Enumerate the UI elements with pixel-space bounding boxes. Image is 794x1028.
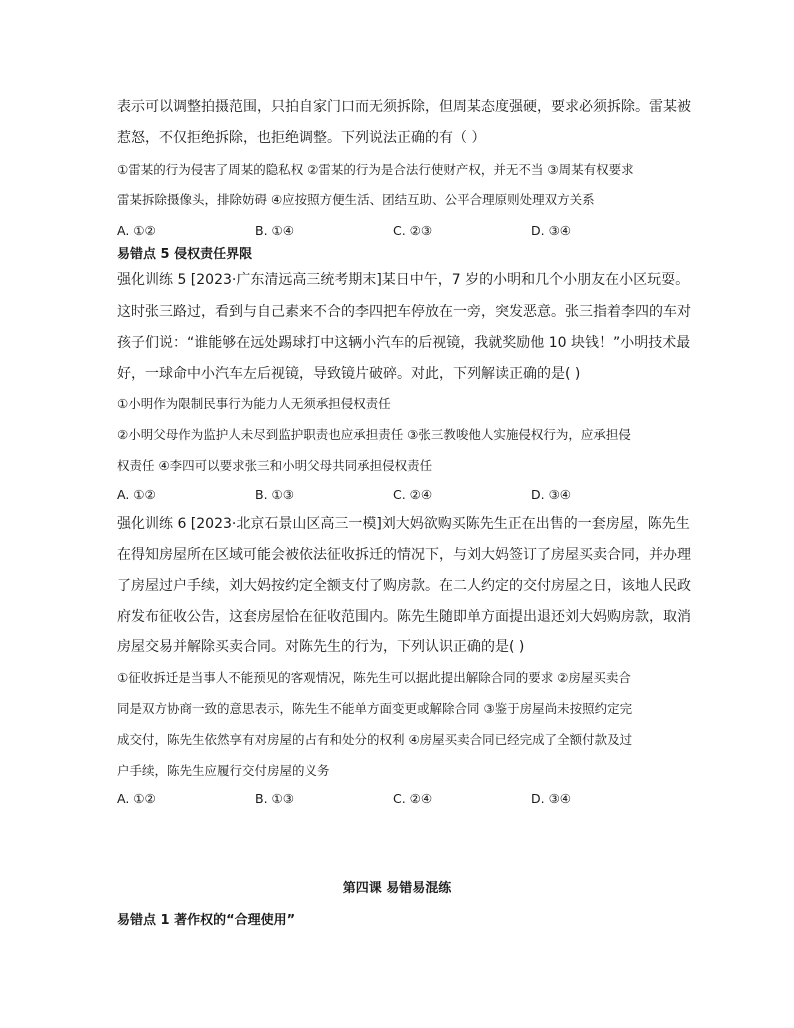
- question-text-line: 强化训练 6 [2023·北京石景山区高三一模]刘大妈欲购买陈先生正在出售的一套房屋，陈先生: [117, 516, 690, 532]
- choice-a: A. ①②: [117, 223, 156, 238]
- answer-choices: [117, 485, 677, 505]
- question-text-line: 表示可以调整拍摄范围，只拍自家门口而无须拆除，但周某态度强硬，要求必须拆除。雷某被: [117, 99, 691, 115]
- option-text-line: ①征收拆迁是当事人不能预见的客观情况，陈先生可以据此提出解除合同的要求 ②房屋买卖合: [117, 670, 631, 685]
- choice-b: B. ①④: [255, 223, 294, 238]
- section-heading: 易错点 1 著作权的“合理使用”: [117, 913, 296, 928]
- answer-choices: [117, 789, 677, 809]
- option-text-line: 户手续，陈先生应履行交付房屋的义务: [117, 763, 330, 778]
- section-heading: 易错点 5 侵权责任界限: [117, 247, 253, 262]
- option-text-line: ①小明作为限制民事行为能力人无须承担侵权责任: [117, 396, 391, 411]
- option-text-line: 权责任 ④李四可以要求张三和小明父母共同承担侵权责任: [117, 458, 433, 473]
- option-text-line: ①雷某的行为侵害了周某的隐私权 ②雷某的行为是合法行使财产权，并无不当 ③周某有权要求: [117, 162, 634, 177]
- question-text-line: 这时张三路过，看到与自己素来不合的李四把车停放在一旁，突发恶意。张三指着李四的车对: [117, 304, 691, 320]
- question-text-line: 府发布征收公告，这套房屋恰在征收范围内。陈先生随即单方面提出退还刘大妈购房款，取消: [117, 609, 691, 625]
- option-text-line: 成交付，陈先生依然享有对房屋的占有和处分的权利 ④房屋买卖合同已经完成了全额付款及过: [117, 732, 633, 747]
- choice-a: A. ①②: [117, 791, 156, 806]
- question-text-line: 了房屋过户手续，刘大妈按约定全额支付了购房款。在二人约定的交付房屋之日，该地人民政: [117, 578, 691, 594]
- choice-d: D. ③④: [531, 487, 571, 502]
- answer-choices: [117, 221, 677, 241]
- choice-c: C. ②④: [393, 791, 433, 806]
- question-text-line: 强化训练 5 [2023·广东清远高三统考期末]某日中午，7 岁的小明和几个小朋友在小区玩耍。: [117, 272, 690, 288]
- choice-d: D. ③④: [531, 223, 571, 238]
- question-text-line: 惹怒，不仅拒绝拆除，也拒绝调整。下列说法正确的有（ ）: [117, 130, 486, 146]
- choice-b: B. ①③: [255, 791, 294, 806]
- lesson-title: 第四课 易错易混练: [342, 881, 452, 896]
- choice-a: A. ①②: [117, 487, 156, 502]
- choice-c: C. ②④: [393, 487, 433, 502]
- option-text-line: ②小明父母作为监护人未尽到监护职责也应承担责任 ③张三教唆他人实施侵权行为，应承担侵: [117, 427, 631, 442]
- question-text-line: 好，一球命中小汽车左后视镜，导致镜片破碎。对此，下列解读正确的是( ): [117, 366, 581, 382]
- question-text-line: 孩子们说：“谁能够在远处踢球打中这辆小汽车的后视镜，我就奖励他 10 块钱！”小明技术最: [117, 335, 691, 351]
- choice-b: B. ①③: [255, 487, 294, 502]
- question-text-line: 房屋交易并解除买卖合同。对陈先生的行为，下列认识正确的是( ): [117, 639, 525, 655]
- choice-c: C. ②③: [393, 223, 433, 238]
- option-text-line: 同是双方协商一致的意思表示，陈先生不能单方面变更或解除合同 ③鉴于房屋尚未按照约定完: [117, 701, 633, 716]
- question-text-line: 在得知房屋所在区域可能会被依法征收拆迁的情况下，与刘大妈签订了房屋买卖合同，并办理: [117, 547, 691, 563]
- option-text-line: 雷某拆除摄像头，排除妨碍 ④应按照方便生活、团结互助、公平合理原则处理双方关系: [117, 192, 595, 207]
- choice-d: D. ③④: [531, 791, 571, 806]
